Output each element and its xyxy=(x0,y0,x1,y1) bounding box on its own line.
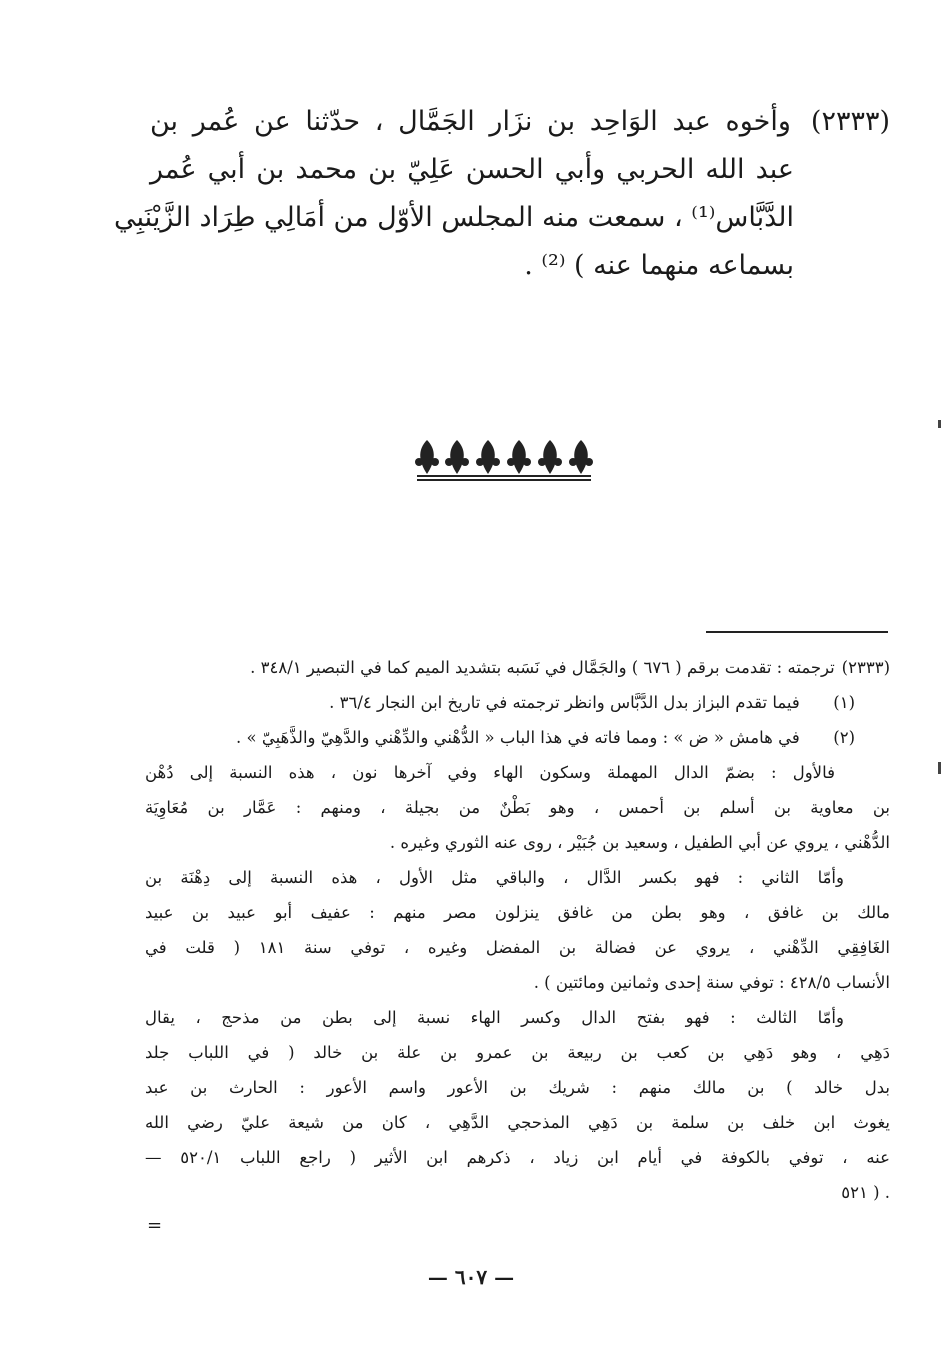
entry-line-4: بسماعه منهما عنه ) ⁽²⁾ . xyxy=(524,250,794,281)
footnote-line: وأمّا الثاني : فهو بكسر الدَّال ، والباقي مثل الأول ، هذه النسبة إلى دِهْنَة بن xyxy=(145,868,844,887)
scan-edge-mark xyxy=(938,762,941,774)
footnote-line: الأنساب ٤٢٨/٥ : توفي سنة إحدى وثمانين ومائتين ) . xyxy=(533,973,890,992)
footnote-main-number: (٢٣٣٣) xyxy=(841,658,890,677)
footnote-line: عنه ، توفي بالكوفة في أيام ابن زياد ، ذكرهم ابن الأثير ( راجع اللباب ٥٢٠/١ — xyxy=(145,1148,890,1167)
footnote-2 xyxy=(145,720,890,755)
footnote-line: دَهِي ، وهو دَهِي بن كعب بن ربيعة بن عمرو بن علة بن خالد ( في اللباب جلد xyxy=(145,1043,890,1062)
continuation-marker: = xyxy=(147,1215,163,1236)
footnote-main xyxy=(145,650,890,685)
footnote-line: وأمّا الثالث : فهو بفتح الدال وكسر الهاء نسبة إلى بطن من مذحج ، يقال xyxy=(145,1008,844,1027)
entry-line-1 xyxy=(150,98,890,146)
entry-text-1: وأخوه عبد الوَاحِد بن نزَار الجَمَّال ، حدّثنا عن عُمر بن xyxy=(150,106,791,137)
entry-line-2: عبد الله الحربي وأبي الحسن عَلِيّ بن محمد بن أبي عُمر xyxy=(150,154,794,185)
entry-line-3: الدَّبَّاس⁽¹⁾ ، سمعت منه المجلس الأوّل من أمَالِي طِرَاد الزَّيْنَبِي xyxy=(114,202,794,233)
footnote-1-text: فيما تقدم البزاز بدل الدَّبَّاس وانظر ترجمته في تاريخ ابن النجار ٣٦/٤ . xyxy=(329,693,800,712)
footnote-line: الدُّهْني ، يروي عن أبي الطفيل ، وسعيد بن جُبَيْر ، روى عنه الثوري وغيره . xyxy=(389,833,890,852)
footnote-2-text: في هامش « ض » : ومما فاته في هذا الباب « الدُّهْني والدِّهْني والدَّهِيّ والذَّهَبِيّ » . xyxy=(236,728,800,747)
footnotes xyxy=(145,650,890,1210)
footnote-2-number: (٢) xyxy=(833,728,855,747)
footnote-1-number: (١) xyxy=(833,693,855,712)
main-entry xyxy=(114,98,890,290)
footnote-line: بدل خالد ) بن مالك منهم : شريك بن الأعور واسم الأعور : الحارث بن عبد xyxy=(145,1078,890,1097)
entry-number: (٢٣٣٣) xyxy=(810,106,890,137)
decorative-ornament xyxy=(413,432,595,484)
footnote-line: بن معاوية بن أسلم بن أحمس ، وهو بَطْنٌ من بجيلة ، ومنهم : عَمَّار بن مُعَاوِيَة xyxy=(145,798,890,817)
footnote-main-text: ترجمته : تقدمت برقم ( ٦٧٦ ) والجَمَّال في نَسَبه بتشديد الميم كما في التبصير ٣٤٨/١ . xyxy=(250,658,835,677)
footnote-line: فالأول : بضمّ الدال المهملة وسكون الهاء وفي آخرها نون ، هذه النسبة إلى دُهْن xyxy=(145,763,835,782)
footnote-line: مالك بن غافق ، وهو بطن من غافق ينزلون مصر منهم : عفيف أبو عبيد بن عبيد xyxy=(145,903,890,922)
page-number: — ٦٠٧ — xyxy=(427,1265,515,1289)
footnote-line: يغوث ابن خلف بن سلمة بن دَهِي المذحجي الدَّهِي ، كان من شيعة عليّ رضي الله xyxy=(145,1113,890,1132)
footnote-line: . ( ٥٢١ xyxy=(841,1183,890,1202)
footnote-line: الغَافِقِي الدِّهْني ، يروي عن فضالة بن المفضل وغيره ، توفي سنة ١٨١ ( قلت في xyxy=(145,938,890,957)
footnote-1 xyxy=(145,685,890,720)
scan-edge-mark xyxy=(938,420,941,428)
footnote-separator xyxy=(706,631,888,633)
